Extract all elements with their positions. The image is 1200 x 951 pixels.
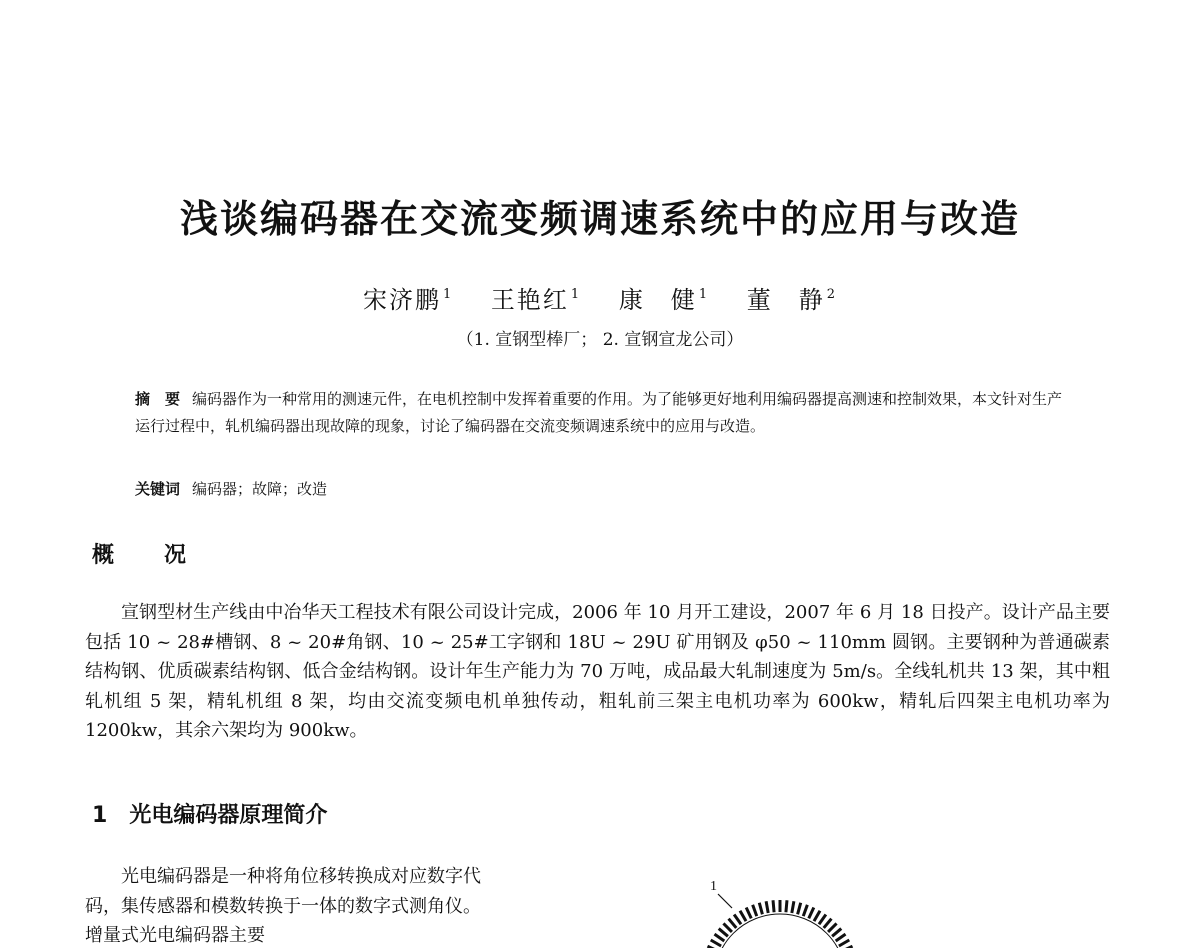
disc-slot	[746, 907, 751, 918]
section-1-title: 光电编码器原理简介	[129, 803, 328, 828]
keywords-label: 关键词	[135, 480, 181, 498]
encoder-disc	[700, 900, 860, 948]
disc-slot	[839, 940, 849, 946]
section-1-number: 1	[92, 803, 108, 828]
abstract-text: 编码器作为一种常用的测速元件，在电机控制中发挥着重要的作用。为了能够更好地利用编码器提高测速和控制效果，本文针对生产运行过程中，轧机编码器出现故障的现象，讨论了编码器在交流变频调速系统中的应用与改造。	[135, 390, 1063, 435]
keywords-text: 编码器；故障；改造	[192, 480, 328, 498]
disc-slot	[723, 923, 731, 931]
disc-slot	[832, 929, 841, 937]
author-3-affiliation-mark: 1	[698, 287, 710, 302]
disc-slot	[836, 934, 846, 941]
disc-slot	[729, 919, 737, 928]
encoder-disc-figure	[700, 868, 860, 948]
disc-slot	[792, 901, 794, 913]
disc-slot	[753, 905, 757, 916]
author-2: 王艳红 $^1$	[490, 286, 582, 314]
abstract	[135, 386, 1070, 440]
disc-slot	[759, 903, 762, 915]
figure-callout-leader	[718, 894, 732, 908]
section-1-paragraph: 光电编码器是一种将角位移转换成对应数字代码，集传感器和模数转换于一体的数字式测角仪。增量式光电编码器主要	[85, 866, 481, 946]
disc-slot	[773, 900, 774, 912]
disc-slot	[707, 946, 718, 948]
disc-slot	[809, 907, 814, 918]
disc-slot	[786, 900, 787, 912]
abstract-label: 摘 要	[135, 390, 181, 408]
author-3: 康 健 $^1$	[618, 286, 710, 314]
disc-slot	[798, 903, 801, 915]
disc-slot	[803, 905, 807, 916]
disc-slot	[814, 911, 820, 921]
author-1-affiliation-mark: 1	[442, 287, 454, 302]
paper-title: 浅谈编码器在交流变频调速系统中的应用与改造	[179, 197, 1020, 241]
author-1: 宋济鹏 $^1$	[362, 286, 454, 314]
overview-paragraph: 宣钢型材生产线由中冶华天工程技术有限公司设计完成，2006 年 10 月开工建设，2007 年 6 月 18 日投产。设计产品主要包括 10 ~ 28#槽钢、8 ~ 20#角钢、10 ~ 25#工字钢和 18U ~ 29U 矿用钢及 φ50 ~ 110mm 圆钢。主要钢种为普通碳素结构钢、优质碳素结构钢、低合金结构钢。设计年生产能力为 70 万吨，成品最大轧制速度为 5m/s。全线轧机共 13 架，其中粗轧机组 5 架，精轧机组 8 架，均由交流变频电机单独传动，粗轧前三架主电机功率为 600kw，精轧后四架主电机功率为 1200kw，其余六架均为 900kw。	[85, 602, 1110, 741]
author-4-affiliation-mark: 2	[826, 287, 838, 302]
keywords	[135, 476, 327, 503]
author-list	[0, 280, 1200, 315]
disc-slot	[766, 901, 768, 913]
disc-slot	[719, 929, 728, 937]
section-1-heading	[92, 798, 327, 829]
author-4: 董 静 $^2$	[746, 286, 838, 314]
disc-slot	[842, 946, 853, 948]
section-overview-heading: 概 况	[92, 543, 201, 568]
figure-callout-1: 1	[710, 879, 717, 894]
disc-slot	[734, 914, 741, 924]
disc-slot	[711, 940, 721, 946]
disc-slot	[819, 914, 826, 924]
affiliation-line: （1. 宣钢型棒厂； 2. 宣钢宣龙公司）	[456, 330, 744, 350]
disc-slot	[824, 919, 832, 928]
disc-slot	[714, 934, 724, 941]
disc-slot	[740, 911, 746, 921]
disc-slot	[828, 923, 836, 931]
author-2-affiliation-mark: 1	[570, 287, 582, 302]
